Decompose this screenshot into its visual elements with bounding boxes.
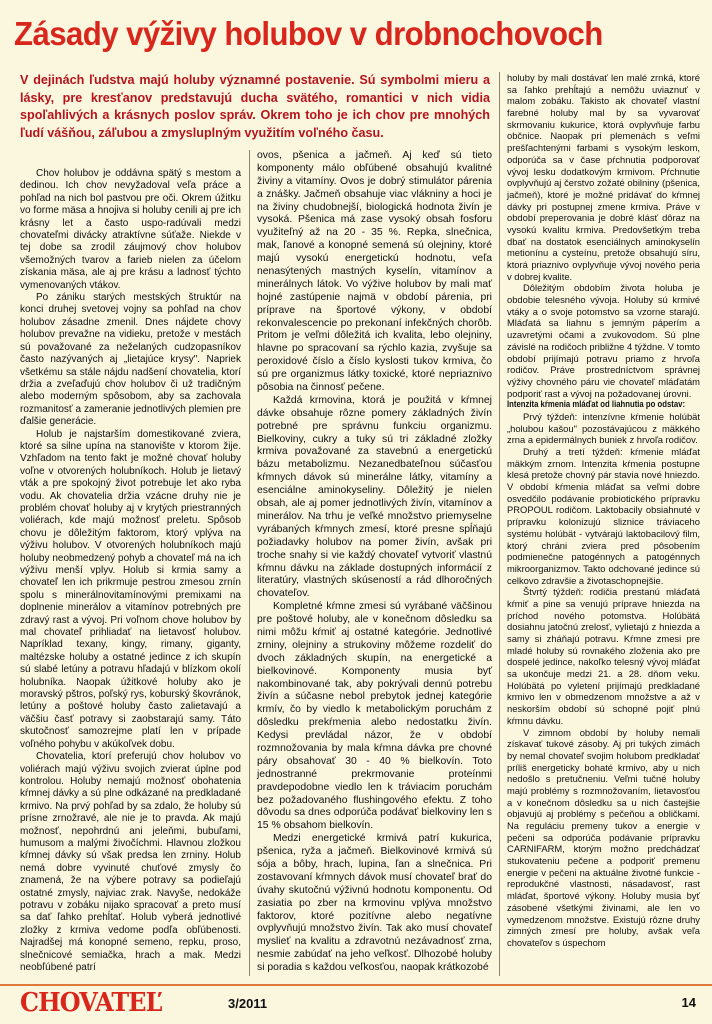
- magazine-logo: CHOVATEĽ: [20, 988, 162, 1018]
- paragraph: Medzi energetické krmivá patrí kukurica, pšenica, ryža a jačmeň. Bielkovinové krmivá sú sója a bôby, hrach, lupina, ľan a slnečnica. Pri zostavovaní kŕmnych dávok musí chovateľ brať do úvahy skutočnú výživnú hodnotu komponentu. Od zasiatia po zber na krmovinu vplýva množstvo faktorov, ktoré pozitívne alebo negatívne ovplyvňujú množstvo živín. Tak ako musí chovateľ myslieť na kvalitu a zdravotnú nezávadnosť zrna, nesmie zabúdať na jeho veľkosť. Dlhozobé holuby si poradia s každou veľkosťou, naopak krátkozobé: [257, 833, 492, 974]
- paragraph: Štvrtý týždeň: rodičia prestanú mláďatá kŕmiť a pine sa venujú príprave hniezda na príchod nového potomstva. Holúbätá dosiahnu jatočnú zrelosť, vylietajú z hniezda a samy si zháňajú potravu. Kŕmne zmesi pre mladé holuby sú rovnakého zloženia ako pre dospelé jedince, nakoľko telesný vývoj mláďat sa ukončuje medzi 21. a 28. dňom veku. Holúbätá po vyletení prijímajú predkladané krmivo len v obmedzenom množstve a až v neskorším období sú schopné pojiť plnú kŕmnu dávku.: [507, 586, 700, 726]
- paragraph: Prvý týždeň: intenzívne kŕmenie holúbät „holubou kašou" pozostávajúcou z mäkkého zrna a epidermálnych buniek z hrvoľa rodičov.: [507, 410, 700, 446]
- column-2: [257, 150, 492, 975]
- paragraph: Každá krmovina, ktorá je použitá v kŕmnej dávke obsahuje rôzne pomery základných živín potrebné pre správnu funkciu organizmu. Bielkoviny, cukry a tuky sú tri základné zložky krmiva považované za stavebnú a energetickú bázu metabolizmu. Nezanedbateľnou súčasťou kŕmnych dávok sú minerálne látky, vitamíny a esenciálne aminokyseliny. Dôležitý je nielen obsah, ale aj pomer jednotlivých živín, vitamínov a minerálov. Na trhu je veľké množstvo priemyselne vyrábaných kŕmnych zmesí, ktoré presne spĺňajú požiadavky holubov na pomer živín, avšak pri troche snahy si vie každý chovateľ vytvoriť vlastnú kŕmnu dávku na základe dostupných informácií z literatúry, vlastných skúseností a rád dlhoročných chovateľov.: [257, 394, 492, 600]
- paragraph: Kompletné kŕmne zmesi sú vyrábané väčšinou pre poštové holuby, ale v konečnom dôsledku sa nimi môžu kŕmiť aj ostatné kategórie. Jednotlivé zrniny, olejniny a strukoviny môžeme rozdeliť do dvoch základných skupín, na energetické a bielkovinové. Komponenty musia byť nakombinované tak, aby pokrývali dennú potrebu živín a súčasne nebol prebytok jednej kategórie krmív, čo by viedlo k metabolickým poruchám z dôsledku prekŕmenia alebo nedostatku živín. Kedysi prevládal názor, že v období rozmnožovania by mala kŕmna dávka pre chovné páry obsahovať 30 - 40 % bielkovín. Toto jednostranné prekrmovanie proteínmi pravdepodobne viedlo len k tráviacim poruchám bez požadovaného flushingového efektu. Z toho dôvodu sa dnes odporúča podávať bielkoviny len s 15 % obsahom bielkovín.: [257, 601, 492, 832]
- column-divider: [249, 150, 250, 976]
- paragraph: Chovatelia, ktorí preferujú chov holubov vo voliérach majú výživu svojich zvierat úplne pod kontrolou. Holuby nemajú možnosť obohatenia kŕmnej dávky a sú plne odkázané na predkladané krmivo. Na prvý pohľad by sa zdalo, že holuby sú prísne zrnožravé, ale nie je to pravda. Ak majú možnosť, nepohrdnú ani jeleňmi, bubuľami, humusom a malými živočíchmi. Hlavnou zložkou kŕmnej dávky sú však predsa len zrniny. Holub nemá dobre vyvinuté chuťové zmysly čo znamená, že na výbere potravy sa podieľajú ostatné zmysly, najviac zrak. Navyše, nedokáže potravu v zobáku nijako spracovať a preto musí sa dať ľahko prehĺtať. Holub vyberá jednotlivé zložky z krmiva vedome podľa obľúbenosti. Najradšej má konopné semeno, repku, proso, slnečnicové semiačka, hrach a mak. Medzi neobľúbené patrí: [20, 751, 241, 973]
- article-lead: V dejinách ľudstva majú holuby významné postavenie. Sú symbolmi mieru a lásky, pre kresťanov predstavujú ducha svätého, romantici v nich vidia spoľahlivých a krásnych poslov správ. Okrem toho je ich chov pre mnohých ľudí vášňou, záľubou a zmysluplným využitím voľného času.: [20, 73, 490, 140]
- issue-number: 3/2011: [228, 996, 268, 1011]
- paragraph: Dôležitým obdobím života holuba je obdobie telesného vývoja. Holuby sú krmivé vtáky a o svoje potomstvo sa vzorne starajú. Mláďatá sa liahnu s jemným páperím a uzavretými očami a zvukovodom. Sú plne závislé na rodičoch približne 4 týždne. V tomto období prijímajú potravu priamo z hrvoľa rodičov. Práve prostredníctvom správnej výživy chovného páru vie chovateľ mláďatám podporiť rast a vývoj na požadovanej úrovni.: [507, 282, 700, 399]
- paragraph: Druhý a tretí týždeň: kŕmenie mláďat mäkkým zrnom. Intenzita kŕmenia postupne klesá pretože chovný pár stavia nové hniezdo. V období kŕmenia mláďat sa veľmi dobre osvedčilo podávanie probiotického prípravku PROPOUL rodičom. Laktobacily obsiahnuté v prípravku kolonizujú sliznice tráviaceho systému holúbät - vytvárajú laktobacilový film, ktorý chráni zviera pred pôsobením podmienečne patogénnych a patogénnych mikroorganizmov. Takto odchované jedince sú celkovo zdravšie a životaschopnejšie.: [507, 446, 700, 586]
- paragraph: V zimnom období by holuby nemali získavať tukové zásoby. Aj pri tukých zimách by nemal chovateľ svojim holubom predkladať príliš energeticky bohaté krmivo, aby u nich nedošlo s pretučneniu. Veľmi tučné holuby majú problémy s rozmnožovaním, lietavosťou a v konečnom dôsledku sa u nich častejšie objavujú aj problémy s pečeňou a obličkami. Na reguláciu premeny tukov a energie v pečeni sa odporúča podávanie prípravku CARNIFARM, ktorým možno predchádzať stukovateniu pečene a podporiť premenu energie v pečeni na aktuálne životné funkcie - reprodukčné vlastnosti, násadavosť, rast mláďat, športové výkony. Holuby musia byť zásobené všetkými živinami, ale len vo vymedzenom množstve. Existujú rôzne druhy zimných zmesí pre holuby, avšak veľa chovateľov s úspechom: [507, 726, 700, 948]
- paragraph: Po zániku starých mestských štruktúr na konci druhej svetovej vojny sa pohľad na chov holubov zásadne zmenil. Dnes nájdete chovy holubov prevažne na vidieku, pretože v mestách sú považované za neželaných cudzopasníkov často nazývaných aj „lietajúce krysy". Napriek všetkému sa stále nájdu nadšení chovatelia, ktorí držia a zveľaďujú chov holubov či už tradičným alebo moderným spôsobom, aby sa zachovala rozmanitosť a zameranie jednotlivých plemien pre ďalšie generácie.: [20, 292, 241, 428]
- column-1: [20, 168, 241, 974]
- paragraph: holuby by mali dostávať len malé zrnká, ktoré sa ľahko prehĺtajú a nemôžu uviaznuť v malom zobáku. Takisto ak chovateľ vlastní farebné holuby mal by sa vyvarovať skrmovaniu kukurice, ktorá ovplyvňuje farbu občnice. Naopak pri plemenách s veľmi prešľachtenými farbami s vysokým leskom, odporúča sa v čase pŕchnutia podporovať vývoj lesku dodatkovým krmivom. Pŕchnutie ovplyvňujú aj čerstvo zožaté obilniny (pšenica, jačmeň), ktoré je možné pridávať do kŕmnej dávky pri postupnej zmene krmiva. Práve v období preperovania je dobré klásť dôraz na vysokú kvalitu krmiva. Predovšetkým treba dbať na dostatok esenciálnych aminokyselín metionínu a cysteínu, pretože obsahujú síru, ktorá priaznivo ovplyvňuje vývoj nového peria v dobrej kvalite.: [507, 72, 700, 282]
- paragraph: Holub je najstarším domestikované zviera, ktoré sa silne upína na stanovište v ktorom žije. Vzhľadom na tento fakt je možné chovať holuby voľne v otvorených holubníkoch. Holub je lietavý vták a pre spokojný život potrebuje let ako ryba vodu. Ak chovatelia držia vzácne druhy nie je problém chovať holuby aj v krytých priestranných voliérach, kde majú možnosť preletu. Spôsob chovu je dôležitým faktorom, ktorý vplýva na výživu holubov. V otvorených holubníkoch majú holuby neobmedzený pohyb a chovateľ má na ich výživu menší vplyv. Holub si krmia samy a chovateľ len ich prikrmuje pestrou zmesou zrnín spolu s minerálnovitamínovými premixami na doplnenie minerálov a vitamínov potrebných pre zdravý rast a vývoj. Pri voľnom chove holubov by mal chovateľ prihliadať na lietavosť holubov. Napríklad texany, kingy, rimany, giganty, maltézske holuby a ostatné jedince z ich skupín sú slabé letúny a potravu hľadajú v blízkom okolí holubníka. Naopak úžitkové holuby ako je moravský pštros, poľský rys, koburský škovránok, letúny a poštové holuby často zalietavajú a väčšiu časť potravy si zaobstarajú samy. Táto skutočnosť samozrejme platí len v prípade voľného pohybu v akúkoľvek dobu.: [20, 428, 241, 750]
- page-number: 14: [681, 995, 696, 1010]
- footer-rule: [0, 984, 712, 986]
- column-3: [507, 72, 700, 949]
- paragraph: Chov holubov je oddávna spätý s mestom a dedinou. Ich chov nevyžadoval veľa práce a pohľad na nich bol pastvou pre oči. Okrem úžitku vo forme mäsa a hnojiva si holuby cenili aj pre ich krásny let a často uspo-radúvali medzi chovateľmi divácky atraktívne súťaže. Niekde v tej dobe sa zrodil záujmový chov holubov všemožných tvarov a farieb nielen za účelom získania mäsa, ale aj pre krásu a ladnosť týchto vymenovaných vtákov.: [20, 168, 241, 291]
- section-subheading: Intenzita kŕmenia mláďat od liahnutia po odstav:: [507, 399, 686, 410]
- paragraph: ovos, pšenica a jačmeň. Aj keď sú tieto komponenty málo obľúbené obsahujú kvalitné živiny a vitamíny. Ovos je dobrý stimulátor párenia a znášky. Jačmeň obsahuje viac vlákniny a hoci je na živiny chudobnejší, biologická hodnota živín je vysoká. Pšenica má zase vysoký obsah fosforu využiteľný až na 20 - 35 %. Repka, slnečnica, mak, ľanové a konopné semená sú olejniny, ktoré majú vysokú energetickú hodnotu, veľa nenasýtených mastných kyselín, vitamínov a minerálnych látok. Vo výžive holubov by mali mať hojné zastúpenie najmä v období párenia, pri príprave na športové výkony, v období rekonvalescencie po prekonaní infekčných chorôb. Pritom je veľmi dôležitá ich kvalita, lebo olejniny, hlavne po spracovaní sa rýchlo kazia, zvyšuje sa peroxidové číslo a číslo kyslosti tukov krmiva, čo sú pre organizmus látky toxické, ktoré nepriaznivo pôsobia na činnosť pečene.: [257, 150, 492, 394]
- column-divider: [499, 72, 500, 976]
- article-title: Zásady výživy holubov v drobnochovoch: [14, 16, 603, 53]
